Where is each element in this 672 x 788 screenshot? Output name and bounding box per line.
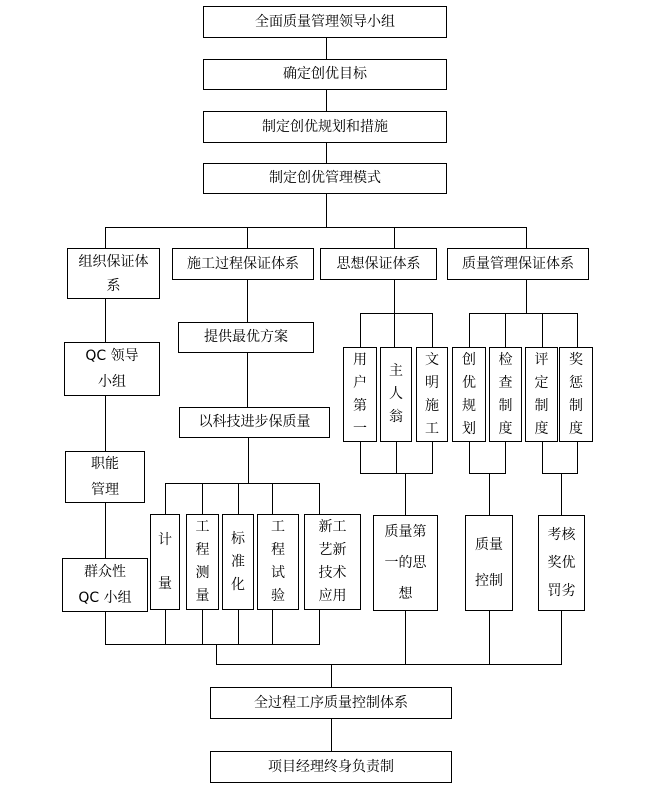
connector-line [216,664,562,665]
connector-line [489,473,490,515]
connector-line [360,442,361,473]
connector-line [165,483,166,514]
node-quality-control: 质量控制 [465,515,513,611]
node-inspection-system: 检查制度 [489,347,522,442]
node-standardization: 标准化 [222,514,254,610]
connector-line [360,313,361,347]
node-reward-punishment-system: 奖惩制度 [559,347,593,442]
connector-line [405,611,406,665]
node-user-first: 用户第一 [343,347,377,442]
connector-line [272,483,273,514]
connector-line [577,313,578,347]
connector-line [272,610,273,645]
connector-line [432,313,433,347]
node-mass-qc-group: 群众性 QC 小组 [62,558,148,612]
connector-line [394,227,395,248]
node-excellence-management-model: 制定创优管理模式 [203,163,447,194]
connector-line [505,442,506,473]
connector-line [319,610,320,645]
connector-line [105,227,106,248]
connector-line [561,473,562,515]
connector-line [405,473,406,515]
connector-line [526,280,527,313]
node-tech-progress-quality: 以科技进步保质量 [179,407,330,438]
connector-line [326,90,327,112]
connector-line [247,353,248,407]
connector-line [216,644,217,665]
connector-line [542,473,578,474]
node-civilized-construction: 文明施工 [416,347,448,442]
connector-line [396,442,397,473]
connector-line [505,313,506,347]
connector-line [331,664,332,687]
connector-line [238,610,239,645]
connector-line [202,610,203,645]
connector-line [319,483,320,514]
connector-line [105,396,106,451]
node-excellence-plan-measures: 制定创优规划和措施 [203,111,447,143]
connector-line [542,442,543,473]
connector-line [165,483,320,484]
node-ideology-assurance-head: 思想保证体系 [320,248,437,280]
connector-line [247,227,248,248]
connector-line [238,483,239,514]
node-set-excellence-goal: 确定创优目标 [203,59,447,90]
connector-line [542,313,543,347]
node-quality-first-idea: 质量第一的思想 [373,515,438,611]
node-excellence-planning: 创优规划 [452,347,486,442]
connector-line [105,227,527,228]
connector-line [105,503,106,558]
node-whole-process-control: 全过程工序质量控制体系 [210,687,452,719]
node-functional-management: 职能管理 [65,451,145,503]
connector-line [105,299,106,342]
connector-line [326,194,327,227]
node-ownership-spirit: 主人翁 [380,347,412,442]
connector-line [469,313,578,314]
node-pm-lifelong-responsibility: 项目经理终身负责制 [210,751,452,783]
connector-line [202,483,203,514]
connector-line [105,644,320,645]
connector-line [165,610,166,645]
node-metering: 计量 [150,514,180,610]
connector-line [360,473,433,474]
connector-line [489,611,490,665]
connector-line [469,313,470,347]
node-qc-leading-group: QC 领导小组 [64,342,160,396]
node-process-assurance-head: 施工过程保证体系 [172,248,314,280]
connector-line [326,38,327,59]
connector-line [331,719,332,751]
connector-line [105,612,106,645]
node-evaluation-system: 评定制度 [525,347,558,442]
connector-line [577,442,578,473]
node-quality-mgmt-assurance-head: 质量管理保证体系 [447,248,589,280]
node-provide-best-plan: 提供最优方案 [178,322,314,353]
node-engineering-survey: 工程测量 [186,514,219,610]
connector-line [326,143,327,163]
connector-line [469,473,506,474]
connector-line [360,313,433,314]
node-overall-quality-leadership: 全面质量管理领导小组 [203,6,447,38]
connector-line [526,227,527,248]
node-org-assurance-head: 组织保证体系 [67,248,160,299]
connector-line [432,442,433,473]
node-assessment-reward-penalty: 考核奖优罚劣 [538,515,585,611]
connector-line [561,611,562,665]
node-new-tech-application: 新工艺新技术应用 [304,514,361,610]
connector-line [248,438,249,483]
connector-line [247,280,248,322]
connector-line [469,442,470,473]
node-engineering-test: 工程试验 [257,514,299,610]
